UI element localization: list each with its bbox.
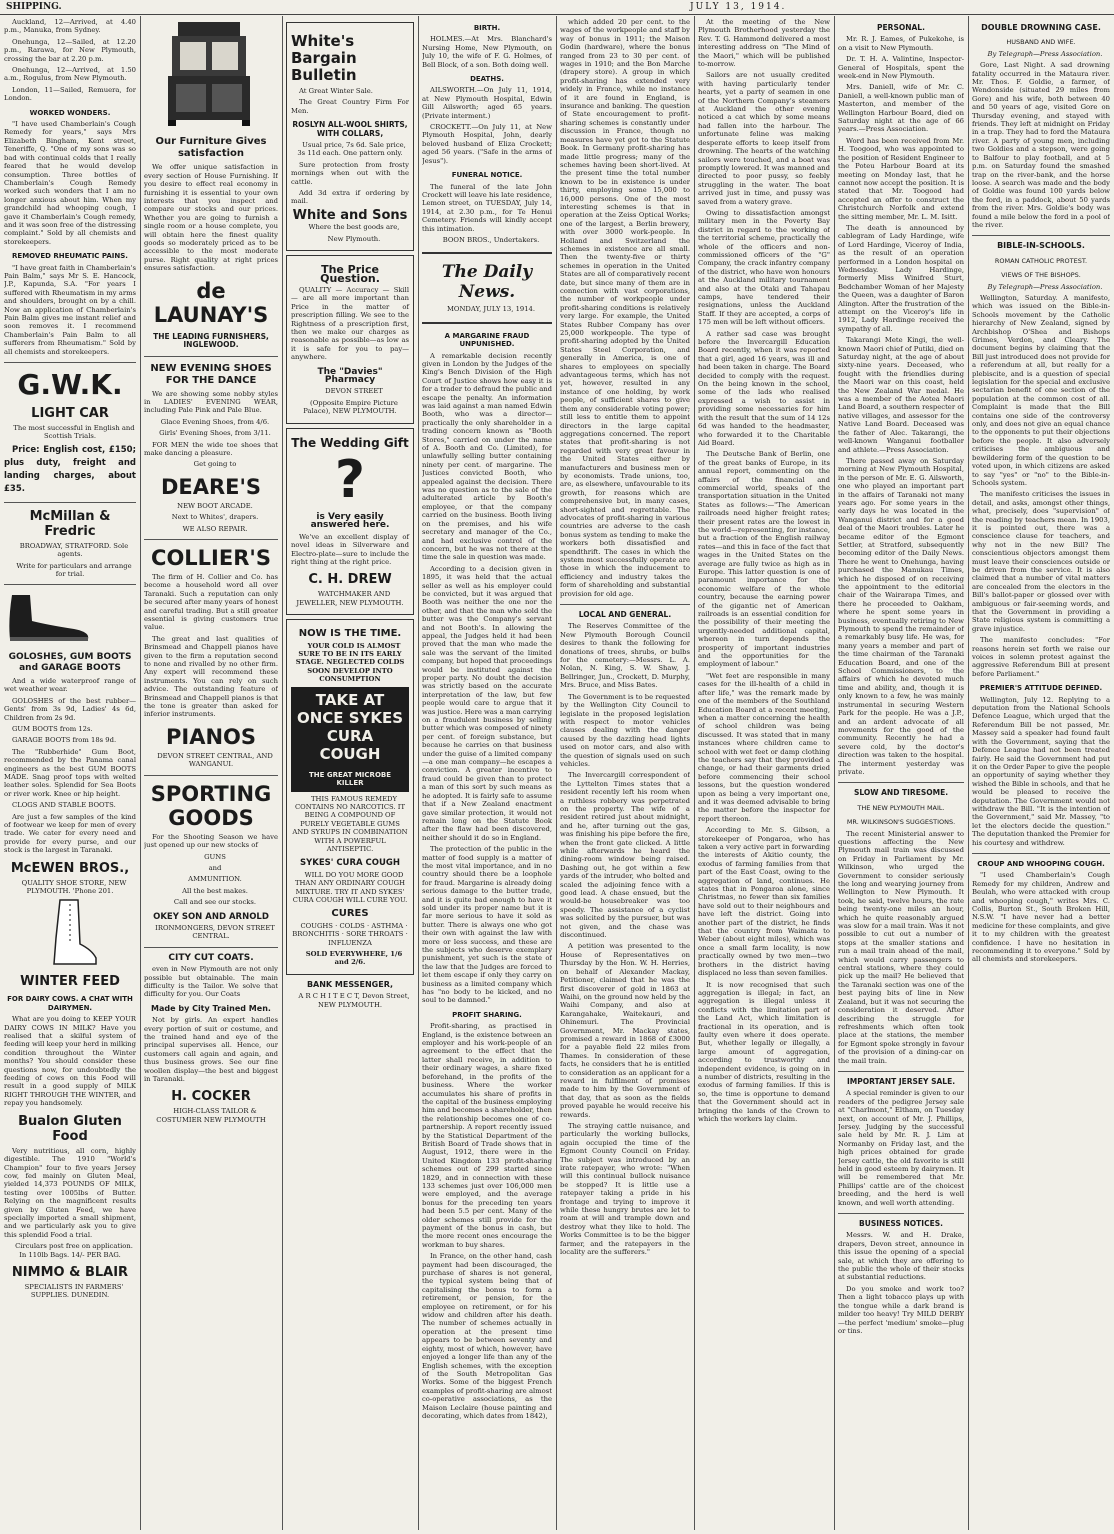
drew-brand: C. H. DREW — [308, 572, 392, 588]
deare-prefix: Get going to — [193, 460, 237, 469]
davies-brand: The "Davies" Pharmacy — [317, 366, 383, 385]
local-item: A petition was presented to the House of Representatives on Thursday by the Hon. W. H. Herries, on behalf of Alexander Mackay, Petitioner, claimed that he was the first discoverer of gold in 1863 at Waihi, on the ground now held by the Waihi Company, and also at Karangahake, Waitekauri, and Ohinemuri. The Provincial Government, Mr. Mackay states, promised a reward in 1868 of £3000 for a payable field 22 miles from Thames. In consideration of these facts, he considers that he is entitled to consideration as an applicant for a reward in fulfilment of promises made to him by the Government of that day, that as soon as the fields proved payable he would receive his rewards. — [560, 942, 690, 1119]
shoes-title: NEW EVENING SHOES FOR THE DANCE — [150, 362, 272, 386]
cures-list: COUGHS · COLDS · ASTHMA · BRONCHITIS · SORE THROATS · INFLUENZA — [292, 921, 408, 947]
drowning-byline: By Telegraph—Press Association. — [987, 49, 1103, 58]
whites-side: At Great Winter Sale. — [299, 87, 373, 95]
sporting-item: and — [208, 863, 222, 872]
goloshes-title: GOLOSHES, GUM BOOTS and GARAGE BOOTS — [8, 651, 132, 673]
wedding-subtitle: is Very easily answered here. — [310, 512, 390, 531]
price-question-title: The Price Question. — [320, 263, 380, 285]
croup-heading: CROUP AND WHOOPING COUGH. — [977, 859, 1105, 868]
shoes-line: FOR MEN the wide toe shoes that make dancing a pleasure. — [144, 440, 278, 457]
pianos-subtitle: DEVON STREET CENTRAL, AND WANGANUI. — [157, 751, 273, 769]
colliers-brand: COLLIER'S — [151, 545, 271, 570]
slow-subheading: THE NEW PLYMOUTH MAIL. — [857, 803, 945, 812]
local-item: At the meeting of the New Plymouth Brotherhood yesterday the Rev. T. G. Hammond delivered a most interesting address on "The Mind of the Maori," which will be published to-morrow. — [698, 18, 830, 69]
local-item: It is now recognised that such aggregation is illegal; in fact, an aggregation is illegal unless it conflicts with the limitation part of the Land Act, which limitation is fractional in its operation, and is faulty even where it does operate. But, whether legally or illegally, a large amount of aggregation, according to trustworthy and independent evidence, is going on in a number of districts, resulting in the exodus of farming families. If this is so, the time is opportune to demand that the Government should act in bringing the lands of the Crown to which the workers lay claim. — [698, 980, 830, 1123]
nimmo-subtitle: SPECIALISTS IN FARMERS' SUPPLIES. DUNEDIN. — [24, 1282, 124, 1300]
column-4 — [422, 18, 552, 1530]
now-time-title: NOW IS THE TIME. — [298, 628, 402, 640]
column-rule — [140, 16, 141, 1530]
deaths-heading: DEATHS. — [470, 75, 504, 84]
bualon-title: Bualon Gluten Food — [18, 1113, 122, 1144]
personal-item: Dr. T. H. A. Valintine, Inspector-General of Hospitals, spent the week-end in New Plymouth. — [838, 55, 964, 81]
wedding-gift-ad — [286, 428, 414, 616]
slow-heading: SLOW AND TIRESOME. — [853, 788, 949, 798]
gwk-price: Price: English cost, £150; plus duty, freight and landing charges, about £35. — [4, 444, 136, 494]
sporting-item: AMMUNITION. — [188, 875, 242, 884]
column-rule — [968, 16, 969, 1530]
furniture-illustration — [144, 18, 274, 128]
shipping-item: Onehunga, 12—Sailed, at 12.20 p.m., Rarawa, for New Plymouth, crossing the bar at 2.20 p.m. — [4, 37, 136, 63]
goloshes-line: GUM BOOTS from 12s. — [12, 724, 93, 733]
goloshes-line: And a wide waterproof range of wet weather wear. — [4, 676, 136, 694]
coats-text: even in New Plymouth are not only possible but obtainable. The main difficulty is the Tailor. We solve that difficulty for you. Our Coats — [144, 965, 278, 999]
sporting-item: GUNS — [204, 852, 226, 861]
bible-paragraph: Wellington, Saturday. A manifesto, which was issued on the Bible-in-Schools movement by the Catholic hierarchy of New Zealand, signed by Archbishop O'Shea and Bishops Grimes, Verdon, and Cleary. The document begins by claiming that the Bill just introduced does not provide for a referendum at all, but really for a plebiscite, and is a question of special legislation for the special and exclusive sectarian benefit of one section of the population at the common cost of all. Complaint is made that the Bill contains one side of the controversy only, and does not give an equal chance to the opponents to put their objections before the people. It also adversely criticises the ambiguous and bewildering form of the question to be voted upon, in which citizens are asked to say "yes" or "no" to the Bible-in-Schools system. — [972, 293, 1110, 487]
coats-made: Made by City Trained Men. — [151, 1003, 271, 1013]
whites-side: The Great Country Firm For Men. — [291, 98, 409, 115]
drowning-paragraph: Gore, Last Night. A sad drowning fatality occurred in the Mataura river. Mr. Thos. F. Goldie, a farmer, of Wendonside (situated 29 miles from Gore) and his wife, both between 40 and 50 years of age, visited Gore on Thursday evening, and stayed with friends. They left at midnight on Friday in a trap. They had to ford the Mataura river. A party of young men, including two Goldies and a stepson, were going to Balfour to play football, and at 5 p.m. on Saturday found the smashed trap on the river-bank, and the horse loose. A search was made and the body of Goldie was found 100 yards below the ford, in a paddock, about 50 yards from the river. Mrs. Goldie's body was found a mile below the ford in a pool of the river. — [972, 61, 1110, 229]
deare-subtitle: NEW BOOT ARCADE. — [177, 501, 253, 510]
profit-paragraph: Profit-sharing, as practised in England, is the existence between an employer and his work-people of an agreement to the effect that the latter shall receive, in addition to their ordinary wages, a share fixed beforehand, in the profits of the business. Where the worker accumulates his share of profits in the capital of the business employing him and becomes a shareholder, then the relationship becomes one of co-partnership. A report recently issued by the Statistical Department of the British Board of Trade shows that in August, 1912, there were in the United Kingdom 133 profit-sharing schemes out of 299 started since 1829, and in connection with these 133 schemes just over 106,000 men were employed, and the average bonus for the preceding ten years had been 5.5 per cent. Many of the older schemes still provide for the payment of the bonus in cash, but the more recent ones encourage the workman to buy shares. — [422, 1022, 552, 1249]
birth-notice: HOLMES.—At Mrs. Blanchard's Nursing Home, New Plymouth, on July 10, the wife of F. G. Holmes, of Bell Block, of a son. Both doing well. — [422, 35, 552, 69]
local-item: The Deutsche Bank of Berlin, one of the great banks of Europe, in its annual report, commenting on the affairs of the financial and commercial world, speaks of the transportation situation in the United States as follows:—"The American railroads need higher freight rates; their present rates are the lowest in the world—representing, for instance, but a fraction of the English railway rates—and this in face of the fact that wages in the United States on the average are fully twice as high as in Europe. This latter question is one of paramount importance for the economic welfare of the whole country, because the earning power of the gigantic net of American railroads is an essential condition for the possibility of their meeting the urgently-needed additional capital, whereon in turn depends the prosperity of important industries and the opportunities for the employment of labour." — [698, 450, 830, 669]
cocker-brand: H. COCKER — [171, 1089, 251, 1105]
bible-paragraph: The manifesto criticises the issues in detail, and asks, amongst other things, what, precisely, does "supervision" of the reading by teachers mean. In 1903, it is pointed out, there was a conscience clause for teachers, and why not in the new Bill? The conscientious objectors amongst them must leave their consciences outside or be driven from the service. It is also claimed that a number of vital matters are concealed from the electors in the Bill's ballot-paper or glossed over with ambiguous or fair-seeming words, and that the Government in providing a State religious system is committing a grave injustice. — [972, 490, 1110, 633]
margarine-paragraph: The protection of the public in the matter of food supply is a matter of the most vital importance, and in no country should there be a loophole for fraud. Margarine is already doing serious damage to the butter trade, and it is quite bad enough to have it sold under its proper name but it is far more serious to have it sold as butter. There is always one who got their own with against the law with more or less success, and these are the subjects who deserve exemplary punishment, yet such is the state of the law that the Judges are forced to let them escape if only they carry on business as a limited company which has "no body to be kicked, and no soul to be damned." — [422, 845, 552, 1005]
column-6 — [698, 18, 830, 1530]
ladies-boot-illustration — [40, 898, 100, 968]
colliers-text: The great and last qualities of Brinsmead and Chappell pianos have given to the firm a reputation second to none and rivalled by no other firm. Any expert will recommend these instruments. You can rely on such advice. The outstanding feature of Brinsmead and Chappell pianos is that the tone is greater than asked for inferior instruments. — [144, 634, 278, 719]
local-heading: LOCAL AND GENERAL. — [578, 610, 672, 620]
davies-subtitle: DEVON STREET — [325, 387, 383, 396]
bank-messenger: BANK MESSENGER, — [306, 979, 394, 989]
delaunay-subtitle: THE LEADING FURNISHERS, INGLEWOOD. — [153, 331, 269, 350]
mcewen-brand: McEWEN BROS., — [10, 860, 130, 876]
column-5 — [560, 18, 690, 1530]
cures-label: CURES — [331, 908, 369, 920]
gwk-subtitle: LIGHT CAR — [31, 406, 109, 422]
funeral-signature: BOON BROS., Undertakers. — [442, 235, 540, 244]
drowning-heading: DOUBLE DROWNING CASE. — [981, 23, 1101, 32]
winter-feed-text: What are you doing to KEEP YOUR DAIRY COWS IN MILK? Have you realised that a skilful system of feeding will keep your herd in milking condition throughout the Winter months? You should consider these questions now, for undoubtedly the feeding of cows on this Food will result in a good supply of MILK RIGHT THROUGH THE WINTER, and repay you handsomely. — [4, 1015, 136, 1108]
mcmillan-address: BROADWAY, STRATFORD. Sole agents. — [19, 541, 129, 559]
delaunay-brand: de LAUNAY'S — [153, 278, 269, 327]
roslyn-post: Add 3d extra if ordering by mail. — [291, 189, 409, 206]
personal-item: The death is announced by cablegram of Lady Hardinge, wife of Lord Hardinge, Viceroy of India, as the result of an operation performed in a London hospital on Wednesday. Lady Hardinge, formerly Miss Winifred Sturt, Bedchamber Woman of her Majesty the Queen, was a daughter of Baron Alington. After the frustration of the attempt on the Viceroy's life in 1912, Lady Hardinge received the sympathy of all. — [838, 223, 964, 333]
roslyn-text: Sure protection from frosty mornings when out with the cattle. — [291, 160, 409, 186]
column-rule — [282, 16, 283, 1530]
bualon-text: Very nutritious, all corn, highly digestible. The 1910 "World's Champion" four to five years Jersey cow, fed mainly on Gluten Meal, yielded 14,373 POUNDS OF MILK, testing over 1005lbs of Butter. Relying on the magnificent results given by Gluten Feed, we have specially imported a small shipment, and we particularly ask you to give this splendid Food a trial. — [4, 1146, 136, 1239]
profit-continued: which added 20 per cent. to the wages of the workpeople and staff by way of bonus in 1911; the Maison Godin (hardware), where the bonus ranged from 23 to 30 per cent. of wages in 1910; and the Bon Marche (drapery store). A group in which profit-sharing has extended very widely in France, while no instance of it are found in England, is insurance and banking. The question of State encouragement to profit-sharing schemes is constantly under discussion in France, though no measures have yet got to the Statute Book. In Germany profit-sharing has made little progress; many of the schemes having been short-lived. At the present time the total number known to be in existence is under thirty, employing some 15,000 to 16,000 persons. One of the most interesting schemes is that in operation at the Zeiss Optical Works; one of the largest, a Berlin brewery, with over 3000 work-people. In Holland and Switzerland the schemes in existence are all small. Then the twenty-five or thirty schemes in operation in the United States are all of comparatively recent date, but since many of them are in connection with vast corporations, the number of workpeople under profit-sharing conditions is relatively very large. For example, the United States Rubber Company has over 25,000 workpeople. The type of profit-sharing adopted by the United States Steel Corporation, and generally in America, is one of shares to employees on specially advantageous terms, which has not yet, however, resulted in any instance of one holding, by work people, of sufficient shares to give them any considerable voting power; still less to entitle them to appoint directors in the large capital aggregations concerned. The report states that profit-sharing is not regarded with very great favour in the United States either by manufacturers and business men or by economists. Trade unions, too, are, as elsewhere, unfavourable to its growth, for reasons which are comprehensive but, in many cases, short-sighted and regrettable. The advocates of profit-sharing in various countries are adverse to the cash bonus system as tending to make the workers both dissatisfied and spendthrift. The cases in which the system most successfully operate are those in which the inducement to efficiency and industry takes the form of shareholding and substantial provision for old age. — [560, 18, 690, 598]
wedding-text: We've an excellent display of novel ideas in Silverware and Electro-plate—sure to include the right thing at the right price. — [291, 532, 409, 567]
price-question-ad — [286, 255, 414, 424]
local-item: The Invercargill correspondent of the Lyttelton Times states that a resident recently left his room when a ruthless robbery was perpetrated on the property. The wife of a resident retired just about midnight, and he, after turning out the gas, was finishing his pipe before the fire, when the front gate clicked. A little while afterwards he heard the dining-room window being raised. Dashing out, he got within a few yards of the intruder, who bolted and scaled the adjoining fence with a good lead. A chase ensued, but the would-be housebreaker was too speedy. The assistance of a cyclist was solicited by the pursuer, but was not given, and the chase was discontinued. — [560, 771, 690, 940]
business-item: Do you smoke and work too? Then a light tobacco plays up with the tongue while a dark brand is milder too heavy! Try MILD DERBY—the perfect 'medium' smoke—plug or tins. — [838, 1284, 964, 1335]
bible-paragraph: The manifesto concludes: "For reasons herein set forth we raise our voices in solemn protest against the aggressive Referendum Bill at present before Parliament." — [972, 636, 1110, 678]
personal-item: Mr. R. J. Eames, of Pukekohe, is on a visit to New Plymouth. — [838, 35, 964, 52]
funeral-heading: FUNERAL NOTICE. — [451, 171, 523, 180]
croup-paragraph: "I used Chamberlain's Cough Remedy for my children, Andrew and Beulah, who were attacked with croup and whooping cough," writes Mrs. C. Collis, Burton St., South Broken Hill, N.S.W. "I have never had a better medicine for these complaints, and give it to my children with the greatest confidence. I have no hesitation in recommending it to everyone." Sold by all chemists and storekeepers. — [972, 871, 1110, 964]
business-heading: BUSINESS NOTICES. — [859, 1219, 943, 1229]
column-rule — [834, 16, 835, 1530]
white-sons-location: New Plymouth. — [327, 234, 381, 243]
bank-messenger-address: A R C H I T E C T, Devon Street, NEW PLYMOUTH. — [298, 992, 410, 1009]
shipping-item: Auckland, 12—Arrived, at 4.40 p.m., Manuka, from Sydney. — [4, 18, 136, 35]
sykes-banner: TAKE AT ONCE SYKES CURA COUGH — [291, 687, 409, 767]
sykes-text: WILL DO YOU MORE GOOD THAN ANY ORDINARY COUGH MIXTURE. TRY IT AND SYKES' CURA COUGH WILL CURE YOU. — [292, 870, 408, 904]
masthead-left: SHIPPING. — [6, 2, 62, 12]
slow-paragraph: The recent Ministerial answer to questions affecting the New Plymouth mail train was discussed on Friday in Parliament by Mr. Wilkinson, who urged the Government to consider seriously the long and wearying journey from Wellington to New Plymouth. It took, he said, twelve hours, the rate being twenty-one miles an hour, which he quite reasonably argued was slow for a mail train. Was it not possible to cut out a number of stops at the smaller stations and run a mail train ahead of the mail, which would carry passengers to central stations, where they could pick up the mail? He believed that the Taranaki section was one of the best paying bits of line in New Zealand, but it was not securing the consideration it deserved. After describing the struggle for refreshments which often took place at the stations, the member for Egmont spoke strongly in favour of the provision of a dining-car on the mail train. — [838, 829, 964, 1065]
winter-feed-subtitle: FOR DAIRY COWS. A CHAT WITH DAIRYMEN. — [7, 995, 133, 1012]
ad-text: "I have used Chamberlain's Cough Remedy for years," says Mrs Elizabeth Bingham, Kent street, Teneriffe, Q. "One of my sons was so bad with continual colds that I really feared that he would develop consumption. Three bottles of Chamberlain's Cough Remedy worked such wonders that I am no longer anxious about him. When my grandchild had whooping cough, I gave it Chamberlain's Cough remedy, and it was soon free of the distressing complaint." Sold by all chemists and storekeepers. — [4, 120, 136, 246]
column-2 — [144, 18, 278, 1530]
goloshes-line: The "Rubberhide" Gum Boot, recommended by the Panama canal engineers as the best GUM BOOTS MADE. Snag proof tops with welted leather soles. Splendid for Sea Boots or river work. Knee or hip height. — [4, 747, 136, 798]
white-sons-brand: White and Sons — [292, 207, 408, 223]
column-1 — [4, 18, 136, 1530]
shipping-list — [4, 18, 136, 103]
death-notice: AILSWORTH.—On July 11, 1914, at New Plymouth Hospital, Edwin Gill Ailsworth; aged 65 years. (Private interment.) — [422, 86, 552, 120]
goloshes-line: GOLOSHES of the best rubber— Gents' from 3s 9d, Ladies' 4s 6d, Children from 2s 9d. — [4, 696, 136, 722]
whites-ad — [286, 22, 414, 251]
personal-item: Word has been received from Mr. H. Toogood, who was appointed to the position of Resident Engineer to the Poteu Harbour Board at its meeting on Monday last, that he cannot now accept the position. It is stated that Mr. Toogood had accepted an offer to construct the Christchurch Norfolk and extend the sitting member, Mr. L. M. Isitt. — [838, 136, 964, 221]
personal-heading: PERSONAL. — [877, 23, 925, 32]
column-7 — [838, 18, 964, 1530]
personal-item: There passed away on Saturday morning at New Plymouth Hospital, in the person of Mr. E. G. Ailsworth, one who played an important part in the affairs of Taranaki not many years ago. For some years in the early days he was located in the Wanganui district and for a good deal of the Maori troubles. Later he became editor of the Egmont Settler, at Stratford, subsequently becoming editor of the Daily News. There he went to Onehunga, having purchased the Manukau Times, which he disposed of on receiving the appointment to the editorial chair of the Wairarapa Times, and there he proceeded to Oakham, where he spent some years in business, eventually retiring to New Plymouth to spend the remainder of a remarkably busy life. He was, for many years a member and part of the time chairman of the Taranaki Education Board, and one of the School Commissioners, to the affairs of which he devoted much time and ability, and, though it is only known to a few, he was mainly instrumental in securing Western Park for the people. He was a J.P., and an ardent advocate of all movements for the good of the community. Recently he had a severe cold, by the doctor's direction was taken to the hospital. The interment yesterday was private. — [838, 456, 964, 776]
local-item: The Government is to be requested by the Wellington City Council to legislate in the proposed legislation with respect to motor vehicles clauses dealing with the danger caused by the dazzling head lights used on motor cars, and also with the question of signals used on such vehicles. — [560, 692, 690, 768]
mcewen-address: QUALITY SHOE STORE, NEW PLYMOUTH. 'Phone 201. — [21, 878, 127, 895]
margarine-paragraph: According to a decision given in 1895, it was held that the actual seller as well as his employer could be convicted, but it was argued that Booth was neither the one nor the other, and that the man who sold the butter was the Company's servant and not Booth's. In allowing the appeal, the Judges held it had been proved that the man who made the sale was the servant of the limited company, but hoped that proceedings would be instituted against the proper party. No doubt the decision was strictly based on the accurate interpretation of the law, but few people would care to argue that it was justice. Here was a man carrying on a fraudulent business by selling butter which was composed of ninety per cent. of foreign substance, but because he carries on that business under the guise of a limited company—a one man company—he escapes a conviction. A greater incentive to fraud could be given than to protect a man of this sort by such means as he adopted. It is fairly safe to assume that if a New Zealand enactment gave similar protection, it would not remain long on the Statute Book after the flaw had been discovered, neither should it do so in England. — [422, 564, 552, 842]
column-rule — [418, 16, 419, 1530]
funeral-notice: The funeral of the late John Crockett will leave his late residence, Lemon street, on TUESDAY, July 14, 1914, at 2.30 p.m., for Te Henui Cemetery. Friends will kindly accept this intimation. — [422, 182, 552, 233]
shipping-item: London, 11—Sailed, Remuera, for London. — [4, 85, 136, 103]
price-question-text: QUALITY — Accuracy — Skill — are all more important than Price in the matter of prescription filling. We see to the Rightness of a prescription first, then we make our charges as reasonable as possible—as low as it is safe for you to pay—anywhere. — [291, 285, 409, 362]
question-mark-glyph: ? — [334, 450, 366, 510]
shoes-line: Girls' Evening Shoes, from 3/11. — [159, 429, 271, 438]
pianos-title: PIANOS — [165, 724, 256, 749]
ad-text: "I have great faith in Chamberlain's Pain Balm," says Mr S. E. Hancock, J.P., Kapunda, S.A. "For years I suffered with Rheumatism in my arms and shoulders, brought on by a chill. Now an application of Chamberlain's Pain Balm gives me instant relief and soon removes it. I recommend Chamberlain's Pain Balm to all sufferers from Rheumatism." Sold by all chemists and storekeepers. — [4, 263, 136, 356]
now-time-text: YOUR COLD IS ALMOST SURE TO BE IN ITS EARLY STAGE. NEGLECTED COLDS SOON DEVELOP INTO CONSUMPTION — [295, 641, 405, 684]
profit-heading: PROFIT SHARING. — [452, 1010, 522, 1019]
personal-item: Takarangi Mete Kingi, the well-known Maori chief of Putiki, died on Saturday night, at the age of about sixty-nine years. Deceased, who fought with the friendlies during the Maori war on this coast, held the New Zealand War medal. He was a member of the Aotea Maori Land Board, a southern respecter of native villages, and assessor for the Native Land Board. Deceased was the father of Alec. Takarangi, the well-known Wanganui footballer and athlete.—Press Association. — [838, 336, 964, 454]
bible-heading: BIBLE-IN-SCHOOLS. — [997, 241, 1085, 251]
goloshes-line: CLOGS AND STABLE BOOTS. — [12, 801, 116, 810]
roslyn-price: Usual price, 7s 6d. Sale price, 3s 11d each. One pattern only. — [297, 141, 406, 158]
sykes-ad — [286, 619, 414, 975]
sporting-text: For the Shooting Season we have just opened up our new stocks of — [144, 832, 278, 850]
masthead-date: JULY 13, 1914. — [690, 2, 787, 12]
gwk-text: The most successful in English and Scottish Trials. — [13, 424, 135, 441]
nimmo-brand: NIMMO & BLAIR — [11, 1264, 129, 1280]
gwk-brand: G.W.K. — [17, 368, 123, 402]
local-item: The Reserves Committee of the New Plymouth Borough Council desires to thank the following for donations of trees, shrubs, or bulbs for the cemetery:—Messrs. L. A. Nolan, N. King, S. W. Shaw, J. Bellringer, Jun., Crockett, D. Murphy, Mrs. Bruce, and Miss Bates. — [560, 622, 690, 690]
whites-title: White's Bargain Bulletin — [291, 32, 357, 84]
local-item: Sailors are not usually credited with having particularly tender hearts, yet a party of seamen in one of the Northern Company's steamers at Auckland the other evening noticed a cat which by some means had fallen into the harbour. The unfortunate feline was making desperate efforts to keep itself from drowning. The hearts of the watching sailors were touched, and a boat was promptly lowered. It was manned and directed to poor pussy, so feebly struggling in the water. The boat arrived just in time, and pussy was saved from a watery grave. — [698, 71, 830, 206]
profit-paragraph: In France, on the other hand, cash payment had been discouraged, the purchase of shares is not general, the typical system being that of capitalising the bonus to form a retirement, or pension, for the employee on retirement, or for his widow and children after his death. The number of schemes actually in operation at the present time appears to be between seventy and eighty, most of which, however, have enjoyed a longer life than any of the English schemes, with the exception of the South Metropolitan Gas Works. Some of the biggest French examples of profit-sharing are almost co-operative associations, as the Maison Leclaire (house painting and decorating, which dates from 1842), — [422, 1252, 552, 1420]
sykes-subtitle: THE GREAT MICROBE KILLER — [291, 767, 409, 792]
local-item: "Wet feet are responsible in many cases for the ill-health of a child in after life," was the remark made by one of the members of the Southland Education Board at a recent meeting, when a matter concerning the health of school children was being discussed. It was stated that in many instances where children came to school with wet feet or damp clothing the teachers say that they provided a change, or had their garments dried before commencing their school lessons, but the question wondered upon as being a very important one, and it was deemed advisable to bring the matter before the inspector for report thereon. — [698, 671, 830, 823]
furniture-title: Our Furniture Gives satisfaction — [155, 136, 267, 160]
shoes-line: Glace Evening Shoes, from 4/6. — [160, 417, 270, 426]
davies-address: (Opposite Empire Picture Palace), NEW PLYMOUTH. — [303, 398, 398, 416]
winter-feed-title: WINTER FEED — [20, 974, 120, 990]
column-rule — [694, 16, 695, 1530]
drew-subtitle: WATCHMAKER AND JEWELLER, NEW PLYMOUTH. — [296, 590, 404, 607]
sporting-title: SPORTING GOODS — [150, 781, 272, 830]
bible-subheading: ROMAN CATHOLIC PROTEST. — [994, 256, 1088, 265]
slow-subheading: MR. WILKINSON'S SUGGESTIONS. — [846, 818, 956, 827]
local-item: Owing to dissatisfaction amongst military men in the Poverty Bay district in regard to the working of the territorial scheme, practically the whole of the officers and non-commissioned officers of the "G" Company, the crack infantry company of the district, who have won honours at the Auckland military tournament and also at the Otaki and Tahapau camps, have tendered their resignations, unless the Auckland Staff. If they are accepted, a corps of 175 men will be left without officers. — [698, 208, 830, 327]
coats-text: Not by girls. An expert handles every portion of suit or costume, and the trained hand and eye of the principal supervises all. Hence, our customers call again and again, and thus business grows. See our fine woollen display—the best and biggest in Taranaki. — [144, 1016, 278, 1084]
margarine-paragraph: A remarkable decision recently given in London by the Judges of the King's Bench Division of the High Court of Justice shows how easy it is for a trader to defraud the public and escape the penalty. An information was laid against a man named Edwin Booth, who was a director—practically the only shareholder in a trading concern known as "Booth Stores," carried on under the name of A. Booth and Co. (Limited), for unlawfully selling butter containing ninety per cent. of margarine. The Justices convicted Booth, who appealed against the decision. There was no question as to the sale of the adulterated article by Booth's employee, or that the company carried on the business. Booth living on the premises, and his wife secretary and manager of the Co., and had exclusive control of the concern, but he was not there at the time the sale in question was made. — [422, 351, 552, 562]
sold-everywhere: SOLD EVERYWHERE, 1/6 and 2/6. — [305, 950, 403, 967]
white-sons-subtitle: Where the best goods are, — [308, 223, 400, 232]
mcmillan-text: Write for particulars and arrange for trial. — [16, 561, 132, 579]
coats-title: CITY CUT COATS. — [168, 952, 254, 963]
death-notice: CROCKETT.—On July 11, at New Plymouth Hospital, John, dearly beloved husband of Eliza Crockett; aged 56 years. ("Safe in the arms of Jesus"). — [422, 123, 552, 165]
roslyn-title: ROSLYN ALL-WOOL SHIRTS, WITH COLLARS, — [292, 120, 408, 138]
bible-subheading: VIEWS OF THE BISHOPS. — [1001, 271, 1081, 280]
sykes-name: SYKES' CURA COUGH — [299, 858, 401, 869]
local-item: A rather sad case was brought before the Invercargill Education Board recently, when it was reported that a girl, aged 16 years, was ill and had been taken in charge. The Board decided to comply with the request. On the being known in the school, some of the lads who realised expressed a wish to assist in providing some necessaries for him with the result that the sum of 14 12s 6d was handed to the headmaster, who forwarded it to the Charitable Aid Board. — [698, 329, 830, 447]
colliers-text: The firm of H. Collier and Co. has become a household word all over Taranaki. Such a reputation can only be secured after many years of honest and careful trading. But a still greater essential is giving customers true value. — [144, 572, 278, 632]
column-8 — [972, 18, 1110, 1530]
personal-item: Mrs. Daniell, wife of Mr. C. Daniell, a well-known public man of Masterton, and member of the Wellington Harbour Board, died on Saturday night at the age of 66 years.—Press Association. — [838, 83, 964, 134]
drowning-subheading: HUSBAND AND WIFE. — [1006, 38, 1076, 47]
shoes-text: We are showing some nobby styles in LADIES' EVENING WEAR, including Pale Pink and Pale Blue. — [144, 389, 278, 415]
furniture-text: We offer unique satisfaction in every section of House Furnishing. If you desire to effect real economy in furnishing it is essential to your own interests that you inspect and compare our stocks and our prices. Whether you are going to furnish a single room or a house complete, you will obtain here the finest quality goods so moderately priced as to be accessible to the most moderate purse. Right quality at right prices ensures satisfaction. — [144, 163, 278, 273]
boot-illustration — [4, 591, 94, 643]
goloshes-line: GARAGE BOOTS from 18s 9d. — [12, 736, 117, 745]
jersey-paragraph: A special reminder is given to our readers of the pedigree Jersey sale at "Charlmont," Eltham, on Tuesday next, on account of Mr. J. Phillips, Jersey. Judging by the successful sale held by Mr. R. J. Lim at Normanby on Friday last, and the high prices obtained for grade Jersey cattle, the old favorite is still held in good esteem by dairymen. It will be remembered that Mr. Phillips' cattle are of the choicest breeding, and the herd is well known, and well worth attending. — [838, 1089, 964, 1207]
bible-byline: By Telegraph—Press Association. — [987, 282, 1103, 291]
jersey-heading: IMPORTANT JERSEY SALE. — [846, 1076, 956, 1086]
paper-name: The Daily News. — [441, 262, 533, 303]
okey-brand: OKEY SON AND ARNOLD — [153, 911, 269, 922]
local-item: The straying cattle nuisance, and particularly the working bullocks, again occupied the time of the Egmont County Council on Friday. The subject was introduced by an irate ratepayer, who wrote: "When will this continual bullock nuisance be stopped? It is little use a ratepayer taking a pride in his frontage and trying to improve it while these hungry brutes are let to roam at will and trample down and destroy what they like to hold. The Works Committee is to be the bigger farmer, and the ratepayers in the locality are the sufferers." — [560, 1122, 690, 1257]
mcmillan-brand: McMillan & Fredric — [29, 508, 111, 539]
birth-heading: BIRTH. — [473, 24, 501, 32]
shipping-item: Onehunga, 12—Arrived, at 1.50 a.m., Rogulus, from New Plymouth. — [4, 66, 136, 83]
okey-subtitle: IRONMONGERS, DEVON STREET CENTRAL. — [155, 923, 275, 941]
deare-location: Next to Whites', drapers. — [171, 513, 259, 522]
column-rule — [556, 16, 557, 1530]
deare-repair: WE ALSO REPAIR. — [182, 524, 248, 533]
premier-paragraph: Wellington, July 12. Replying to a deputation from the National Schools Defence League, which urged that the Referendum Bill be not passed, Mr. Massey said a speaker had found fault with the Government, saying that the Defence League had not been treated fairly. He said the Government had put it on the Order Paper to give the people an opportunity of saying whether they wished the Bible in schools, and that he would be pleased to receive the deputation. The Government would not withdraw the Bill. "It is the intention of the Government," said Mr. Massey, "to let the electors decide the question." The deputation thanked the Premier for his courtesy and withdrew. — [972, 695, 1110, 847]
bualon-price: Circulars post free on application. In 110lb Bags. 14/- PER BAG. — [15, 1242, 133, 1259]
paper-date: MONDAY, JULY 13, 1914. — [446, 305, 536, 314]
ad-heading: REMOVED RHEUMATIC PAINS. — [12, 252, 128, 261]
sporting-item: All the best makes. — [182, 886, 248, 895]
ad-heading: WORKED WONDERS. — [29, 108, 111, 117]
wedding-title: The Wedding Gift — [291, 435, 409, 450]
premier-heading: PREMIER'S ATTITUDE DEFINED. — [979, 684, 1103, 693]
goloshes-line: Are just a few samples of the kind of footwear we keep for men of every trade. We cater for every need and provide for every purse, and our stock is the largest in Taranaki. — [4, 812, 136, 855]
margarine-heading: A MARGARINE FRAUD UNPUNISHED. — [444, 331, 530, 349]
masthead-strip — [0, 0, 1114, 15]
cocker-subtitle: HIGH-CLASS TAILOR & COSTUMIER NEW PLYMOUTH — [156, 1107, 266, 1124]
sykes-text: THIS FAMOUS REMEDY CONTAINS NO NARCOTICS. IT BEING A COMPOUND OF PURELY VEGETABLE GUMS AND SYRUPS IN COMBINATION WITH A POWERFUL ANTISEPTIC. — [292, 794, 408, 853]
sporting-item: Call and see our stocks. — [173, 898, 257, 907]
column-3 — [286, 18, 414, 1530]
local-item: According to Mr. S. Gibson, a storekeeper of Pongaroa, who has taken a very active part in forwarding the interests of Akitio county, the exodus of farming families from that part of the East Coast, owing to the aggregation of land, continues. He states that in Pongaroa alone, since Christmas, no fewer than six families have sold out to their neighbours and have left the district. Going into another part of the district, he finds that the country from Waimata to Weber (about eight miles), which was once a small farm locality, is now practically owned by two men—two brothers in the district having displaced no less than seven families. — [698, 826, 830, 978]
business-item: Messrs. W. and H. Drake, drapers, Devon street, announce in this issue the opening of a special sale, at which they are offering to the public the whole of their stocks at substantial reductions. — [838, 1231, 964, 1282]
deare-brand: DEARE'S — [160, 474, 262, 499]
